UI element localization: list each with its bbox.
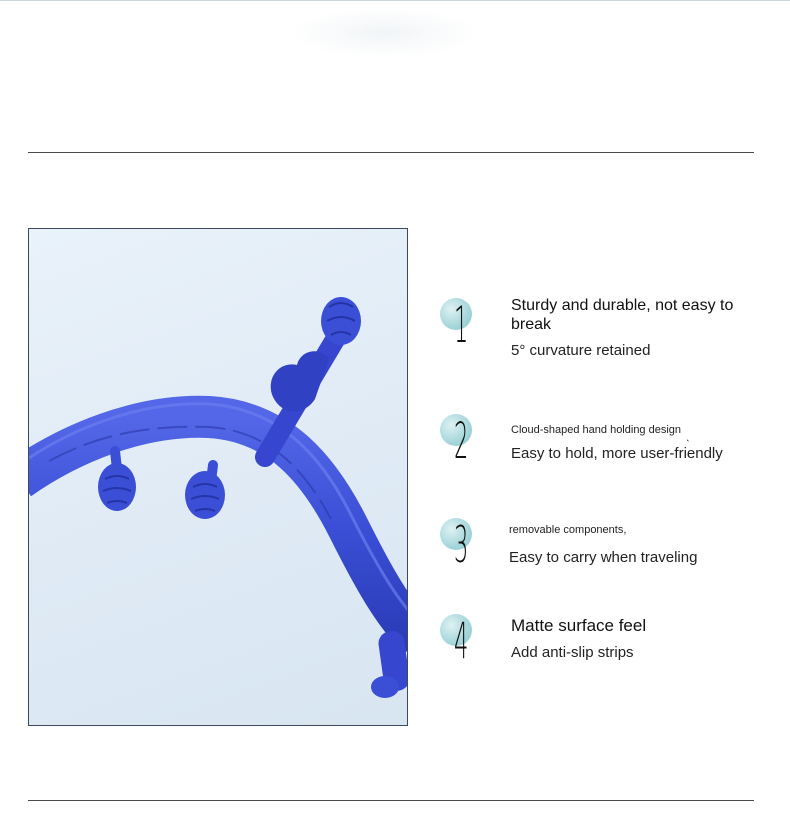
top-border	[0, 0, 790, 1]
feature-title: removable components,	[509, 524, 627, 536]
feature-2	[440, 412, 760, 476]
feature-4	[440, 614, 760, 678]
feature-title: Cloud-shaped hand holding design	[511, 424, 682, 436]
feature-3	[440, 516, 760, 580]
feature-subtitle: Easy to carry when traveling	[509, 549, 698, 566]
feature-1	[440, 296, 760, 366]
background-haze	[290, 8, 480, 58]
feature-number: 4	[454, 612, 469, 670]
feature-subtitle: Easy to hold, more user-friendly	[511, 445, 723, 462]
bottom-divider	[28, 800, 754, 801]
feature-subtitle: Add anti-slip strips	[511, 644, 634, 661]
feature-number: 3	[454, 516, 469, 574]
feature-title: Matte surface feel	[511, 616, 647, 635]
feature-number: 2	[454, 412, 469, 470]
feature-number: 1	[454, 296, 469, 354]
massager-illustration	[29, 229, 407, 725]
top-divider	[28, 152, 754, 153]
product-image	[28, 228, 408, 726]
stray-mark: ˎ	[686, 428, 690, 442]
feature-subtitle: 5° curvature retained	[511, 342, 651, 359]
feature-title: Sturdy and durable, not easy to break	[511, 297, 734, 333]
